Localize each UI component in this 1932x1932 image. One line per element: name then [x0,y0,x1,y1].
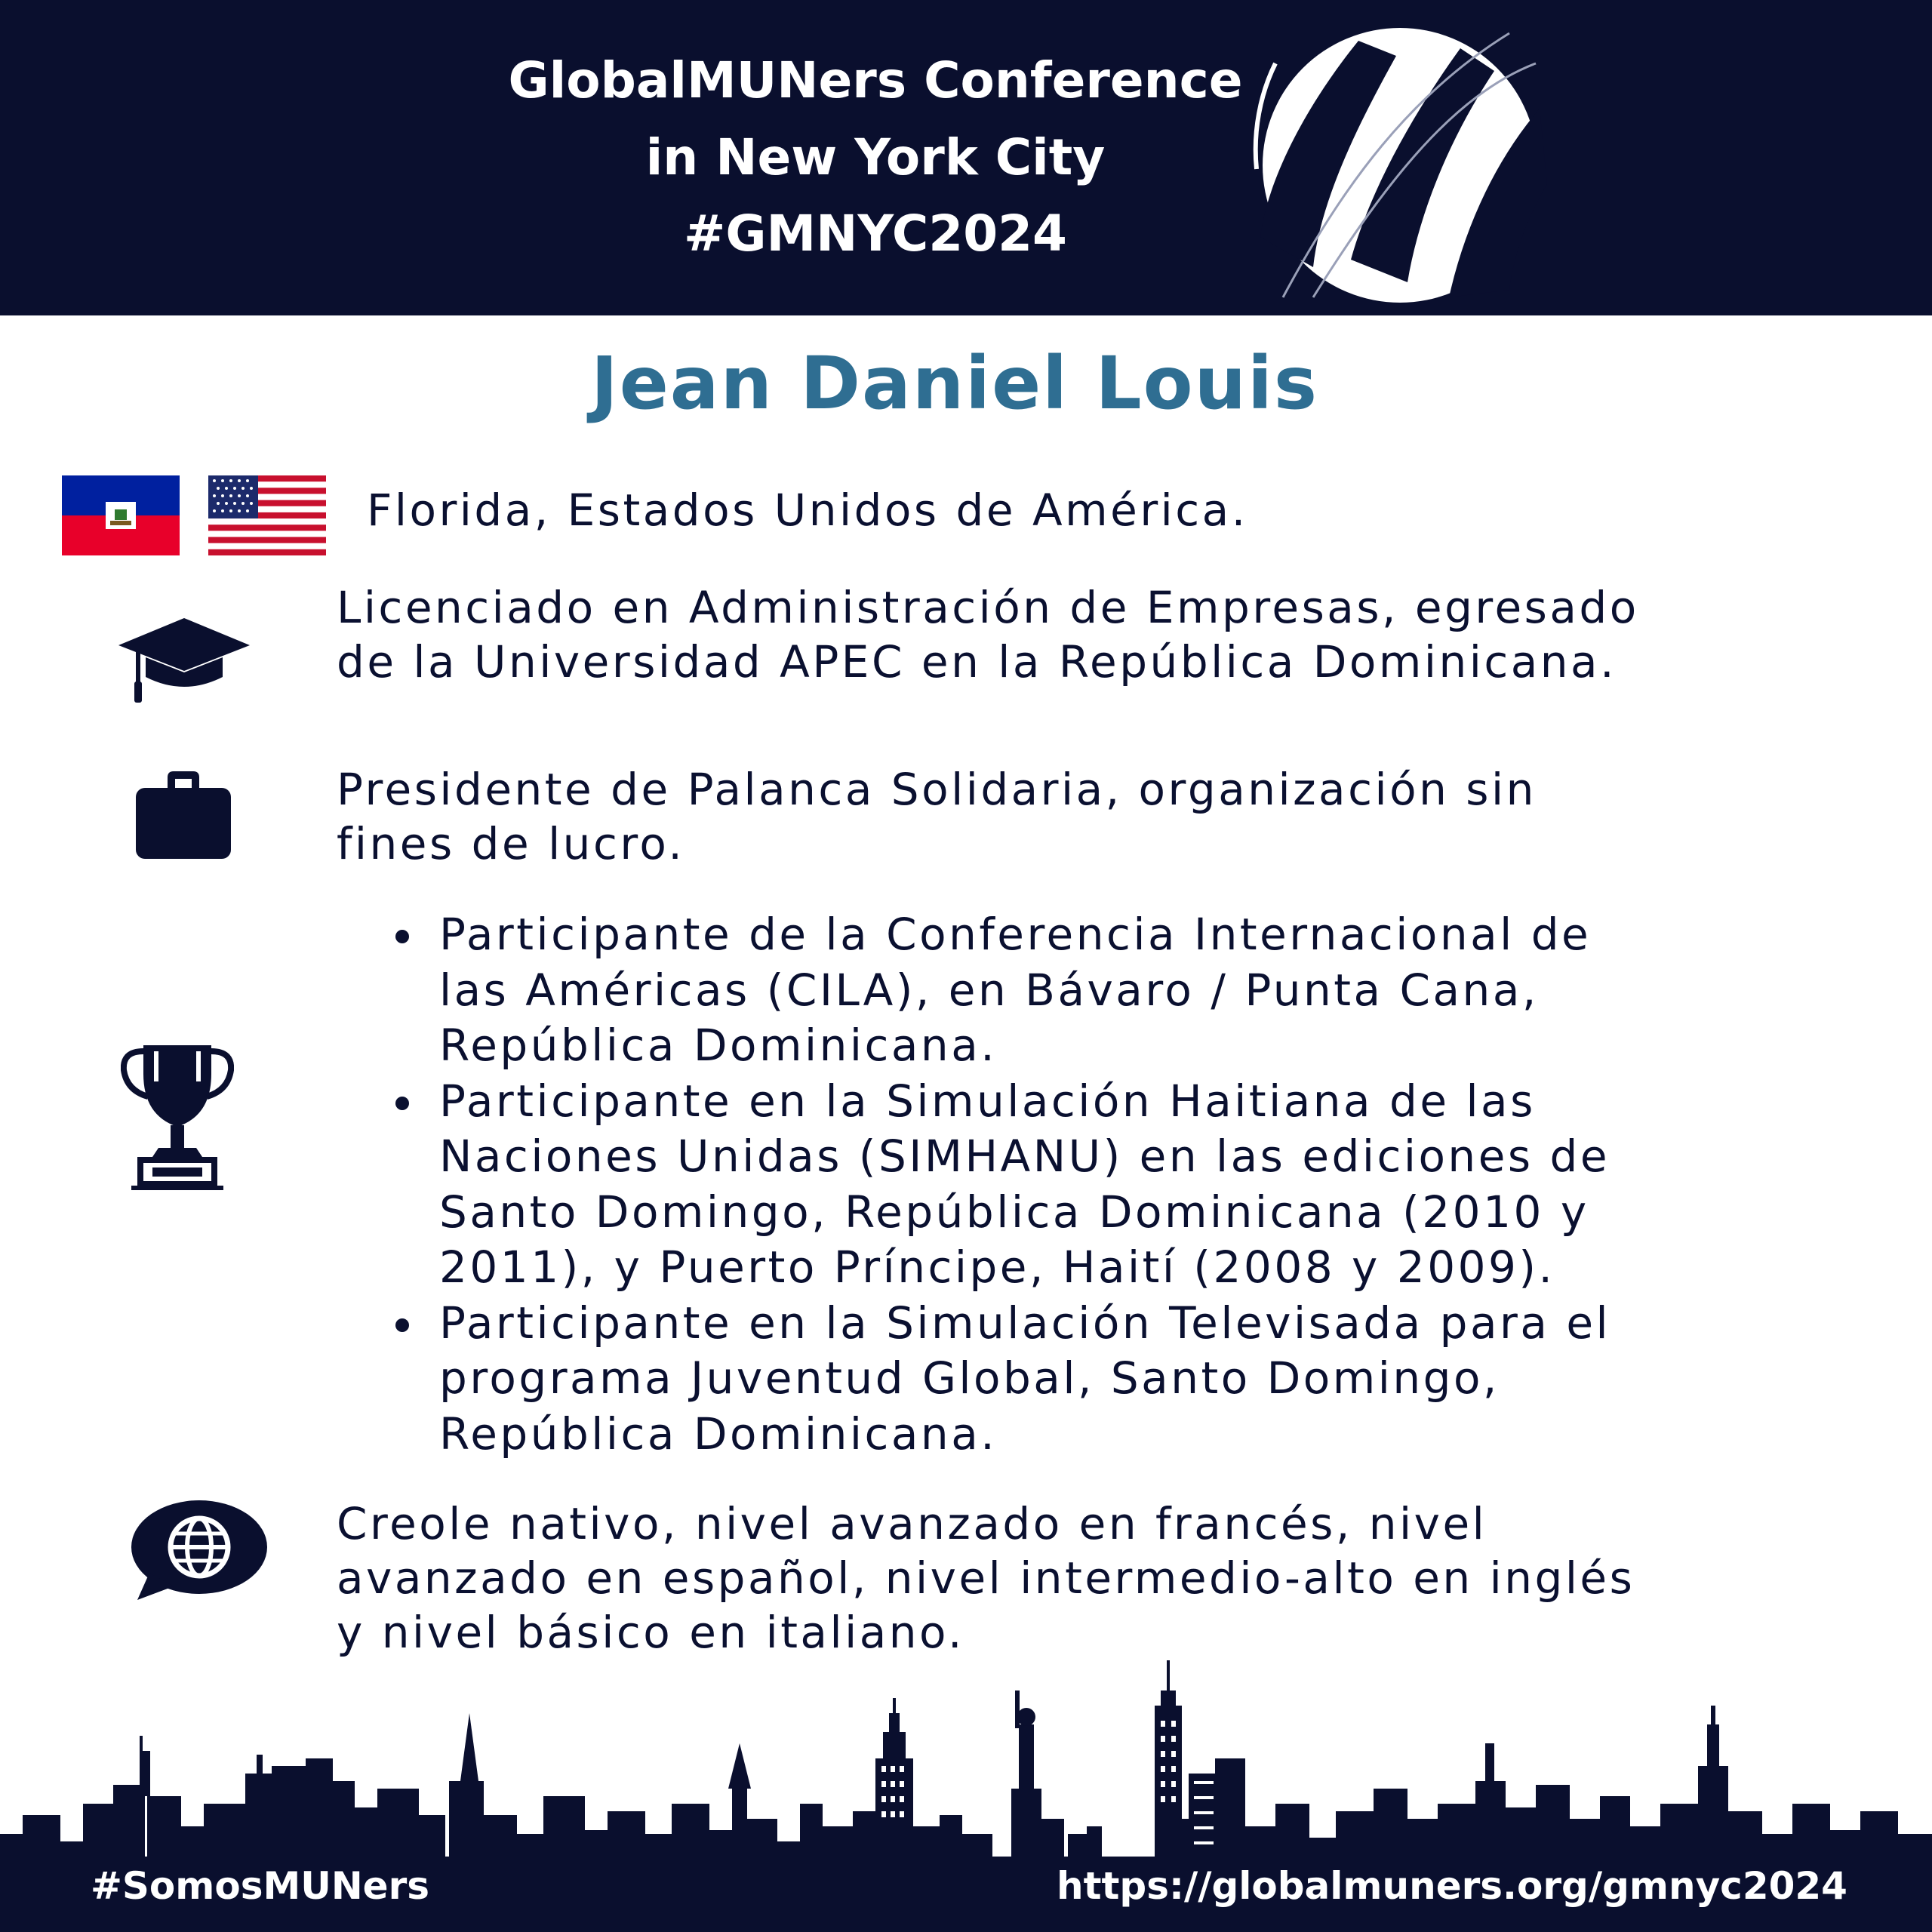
achievement-line: 2011), y Puerto Príncipe, Haití (2008 y 2009). [439,1241,1555,1293]
briefcase-icon [134,770,232,860]
globe-chat-icon [127,1497,269,1601]
work-line: Presidente de Palanca Solidaria, organización sin [337,764,1537,815]
achievement-line: República Dominicana. [439,1407,998,1460]
footer-hashtag: #SomosMUNers [91,1864,429,1908]
achievement-line: las Américas (CILA), en Bávaro / Punta Cana, [439,964,1539,1016]
education-line: Licenciado en Administración de Empresas, egresado [337,582,1639,633]
header-banner [0,0,1932,315]
list-item [385,1074,1849,1296]
conference-title-line-1: GlobalMUNers Conference [508,51,1243,109]
achievement-line: programa Juventud Global, Santo Domingo, [439,1352,1500,1404]
work-line: fines de lucro. [337,818,685,869]
achievements-list [385,907,1849,1462]
haiti-flag-icon [62,475,180,555]
usa-flag-icon [208,475,326,555]
trophy-icon [121,1044,234,1191]
conference-hashtag: #GMNYC2024 [684,205,1067,263]
globalmuners-logo [1238,11,1555,312]
bullet-icon [395,1097,409,1110]
work-text [337,762,1537,871]
achievement-line: Naciones Unidas (SIMHANU) en las ediciones de [439,1131,1611,1182]
achievement-line: Participante en la Simulación Televisada para el [439,1297,1611,1349]
bullet-icon [395,1318,409,1332]
languages-line: avanzado en español, nivel intermedio-alto en inglés [337,1552,1635,1604]
graduation-cap-icon [117,615,251,704]
list-item [385,907,1849,1074]
education-line: de la Universidad APEC en la República Dominicana. [337,636,1617,688]
conference-title-line-2: in New York City [645,128,1106,186]
achievement-line: Santo Domingo, República Dominicana (2010 y [439,1186,1589,1238]
speaker-name: Jean Daniel Louis [590,341,1319,426]
bullet-icon [395,930,409,943]
achievement-line: República Dominicana. [439,1020,998,1071]
languages-line: y nivel básico en italiano. [337,1607,964,1658]
achievement-line: Participante de la Conferencia Internacional de [439,909,1592,960]
location-text: Florida, Estados Unidos de América. [367,485,1248,536]
achievement-line: Participante en la Simulación Haitiana de las [439,1075,1536,1127]
list-item [385,1296,1849,1463]
languages-line: Creole nativo, nivel avanzado en francés, nivel [337,1498,1487,1549]
education-text [337,580,1639,689]
footer-url[interactable]: https://globalmuners.org/gmnyc2024 [1057,1864,1847,1908]
languages-text [337,1497,1635,1660]
